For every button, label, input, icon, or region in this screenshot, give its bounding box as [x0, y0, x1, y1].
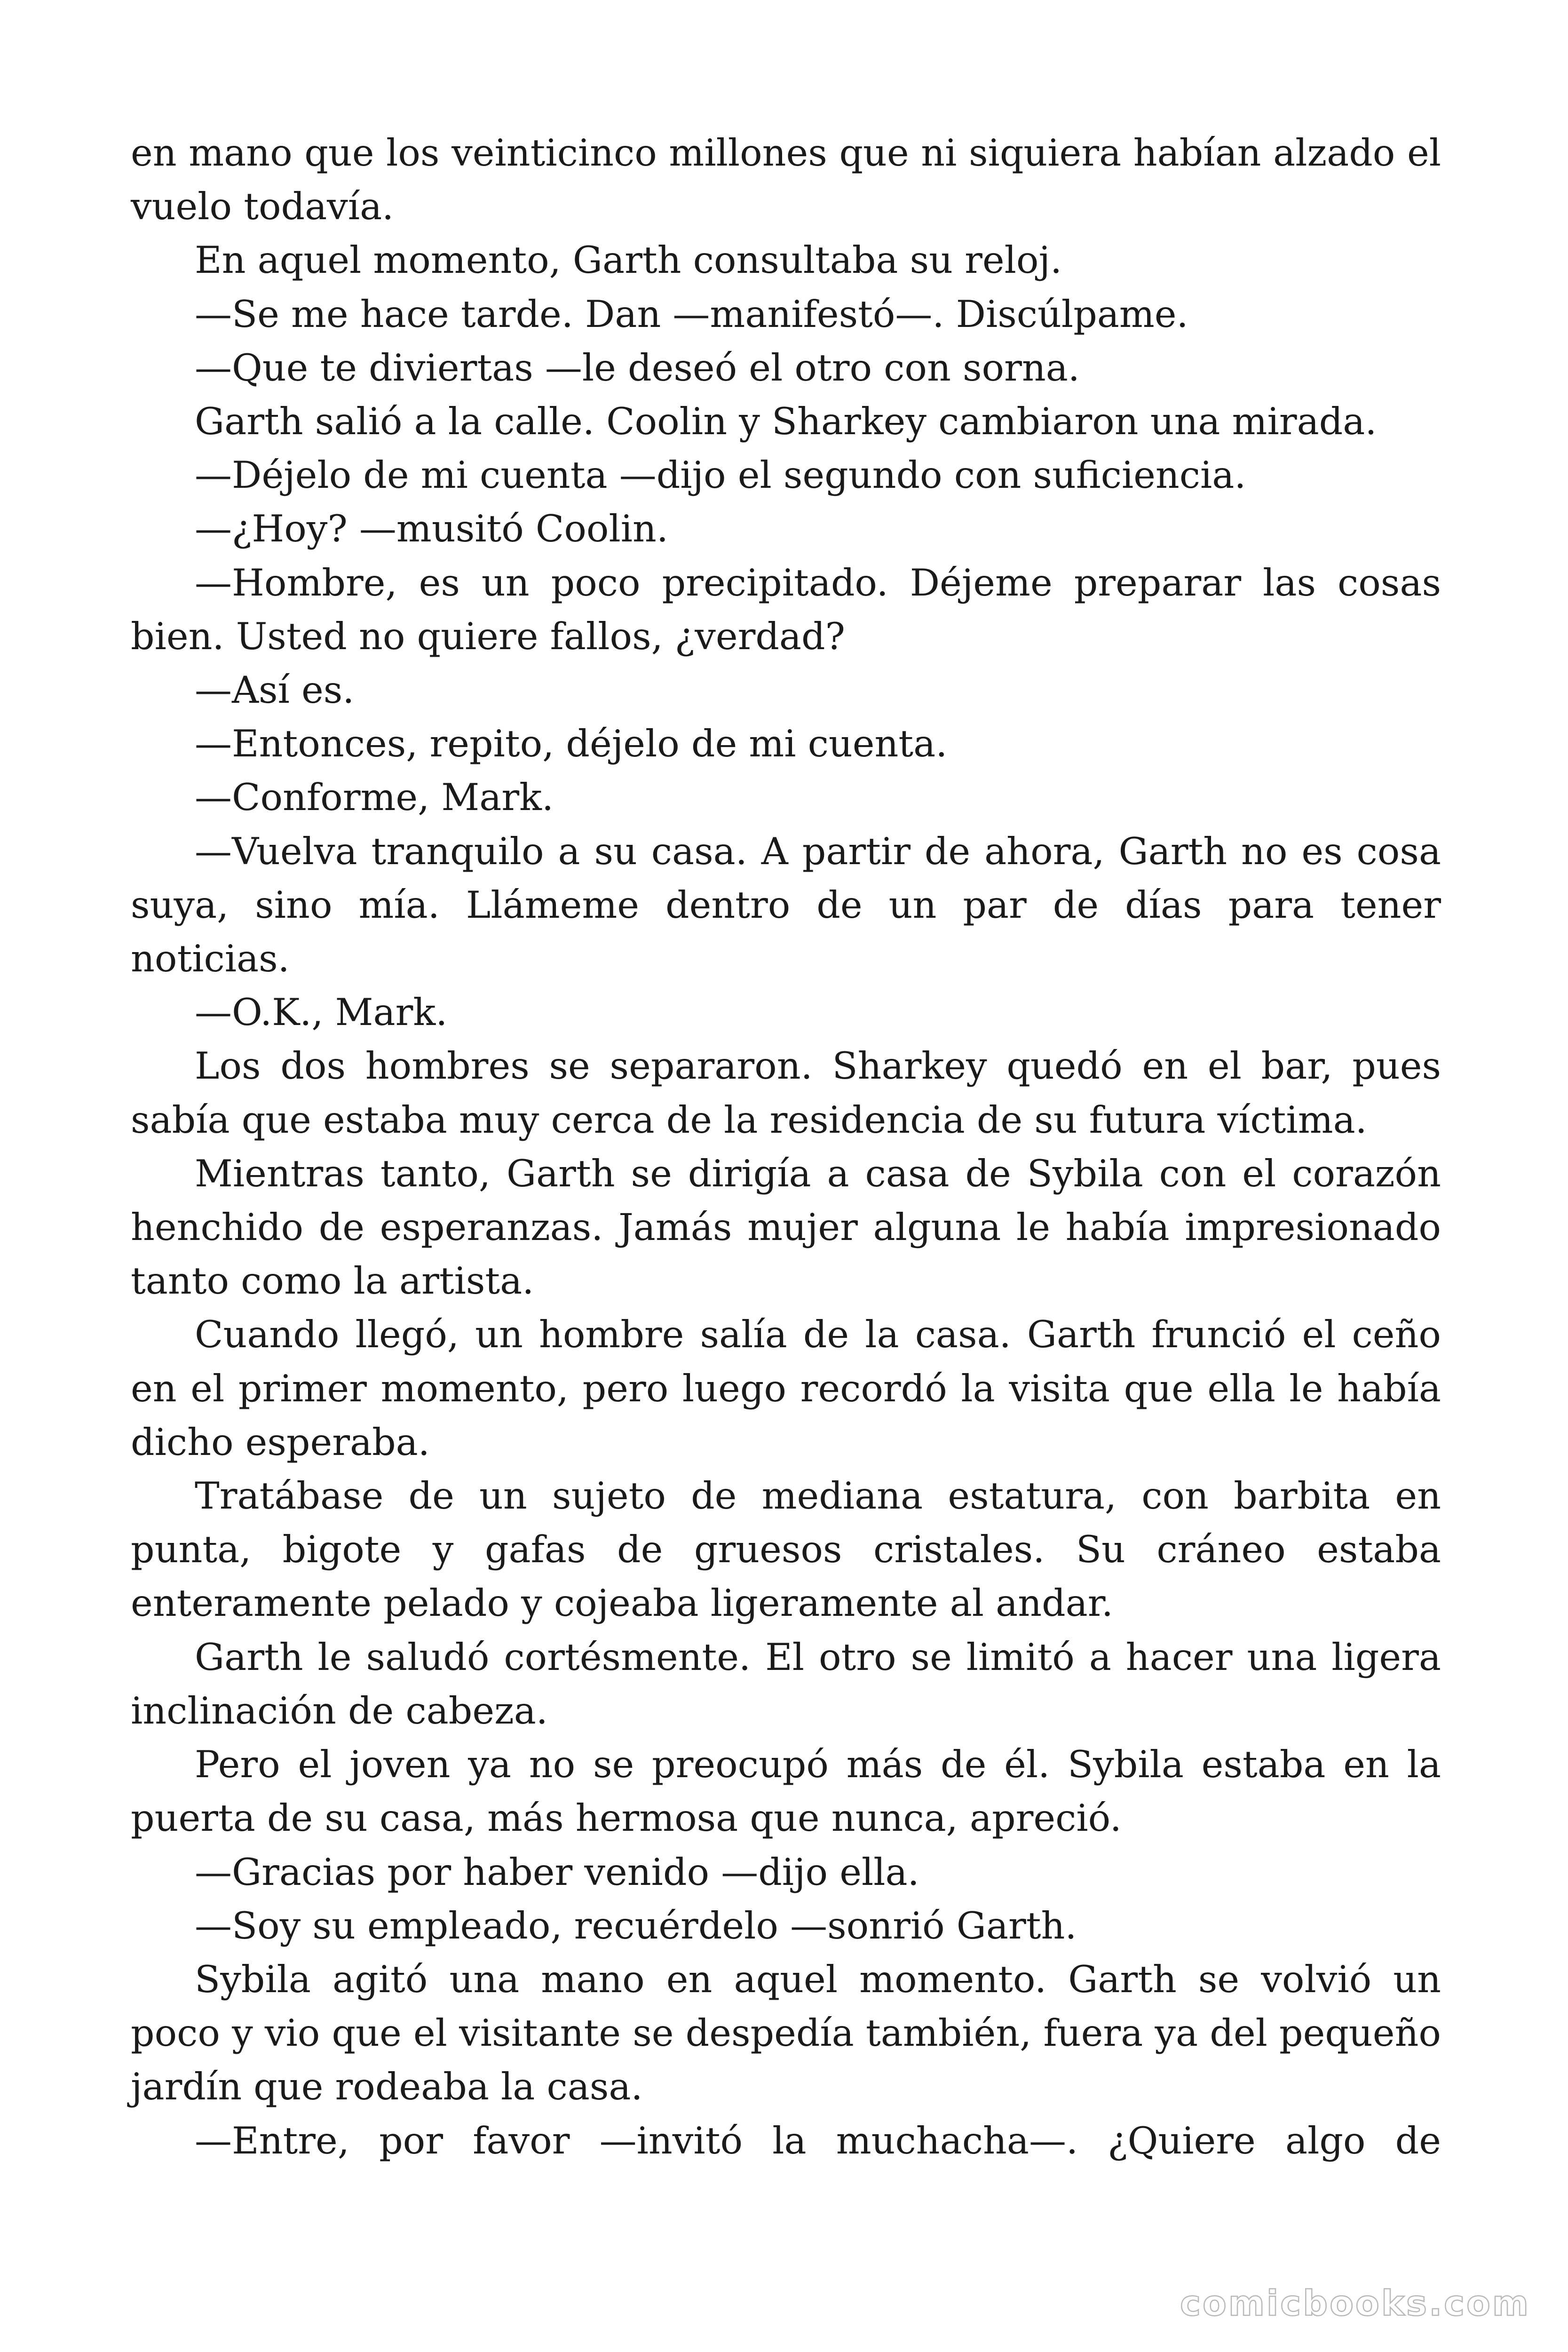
paragraph: en mano que los veinticinco millones que ni siquiera habían alzado el vuelo todavía.	[131, 131, 1441, 229]
paragraph: —Conforme, Mark.	[195, 776, 554, 819]
paragraph: Tratábase de un sujeto de mediana estatura, con barbita en punta, bigote y gafas de gruesos cristales. Su cráneo estaba enteramente pelado y cojeaba ligeramente al andar.	[131, 1474, 1441, 1625]
paragraph: —Déjelo de mi cuenta —dijo el segundo con suficiencia.	[195, 453, 1246, 497]
paragraph: —Se me hace tarde. Dan —manifestó—. Discúlpame.	[195, 292, 1188, 336]
paragraph: —Vuelva tranquilo a su casa. A partir de ahora, Garth no es cosa suya, sino mía. Llámeme dentro de un par de días para tener noticias.	[131, 829, 1441, 981]
paragraph: —Entre, por favor —invitó la muchacha—. ¿Quiere algo de	[195, 2119, 1441, 2162]
paragraph: Mientras tanto, Garth se dirigía a casa de Sybila con el corazón henchido de esperanzas. Jamás mujer alguna le había impresionado tanto como la artista.	[131, 1152, 1441, 1303]
paragraph: Garth salió a la calle. Coolin y Sharkey cambiaron una mirada.	[195, 400, 1377, 444]
paragraph: En aquel momento, Garth consultaba su reloj.	[195, 238, 1062, 282]
paragraph: Cuando llegó, un hombre salía de la casa. Garth frunció el ceño en el primer momento, pero luego recordó la visita que ella le había dicho esperaba.	[131, 1313, 1441, 1464]
paragraph: Sybila agitó una mano en aquel momento. Garth se volvió un poco y vio que el visitante se despedía también, fuera ya del pequeño jardín que rodeaba la casa.	[131, 1957, 1441, 2109]
paragraph: —¿Hoy? —musitó Coolin.	[195, 507, 669, 551]
paragraph: —O.K., Mark.	[195, 991, 448, 1034]
paragraph: —Entonces, repito, déjelo de mi cuenta.	[195, 722, 948, 766]
paragraph: —Soy su empleado, recuérdelo —sonrió Garth.	[195, 1904, 1077, 1947]
paragraph: —Que te diviertas —le deseó el otro con sorna.	[195, 346, 1080, 389]
body-text	[131, 126, 1441, 2168]
paragraph: —Hombre, es un poco precipitado. Déjeme preparar las cosas bien. Usted no quiere fallos, ¿verdad?	[131, 561, 1441, 658]
paragraph: Pero el joven ya no se preocupó más de él. Sybila estaba en la puerta de su casa, más hermosa que nunca, apreció.	[131, 1743, 1441, 1840]
watermark-logo: comicbooks.com	[1180, 2283, 1530, 2324]
paragraph: —Así es.	[195, 668, 355, 712]
paragraph: —Gracias por haber venido —dijo ella.	[195, 1850, 919, 1894]
paragraph: Garth le saludó cortésmente. El otro se limitó a hacer una ligera inclinación de cabeza.	[131, 1635, 1441, 1732]
paragraph: Los dos hombres se separaron. Sharkey quedó en el bar, pues sabía que estaba muy cerca de la residencia de su futura víctima.	[131, 1044, 1441, 1142]
